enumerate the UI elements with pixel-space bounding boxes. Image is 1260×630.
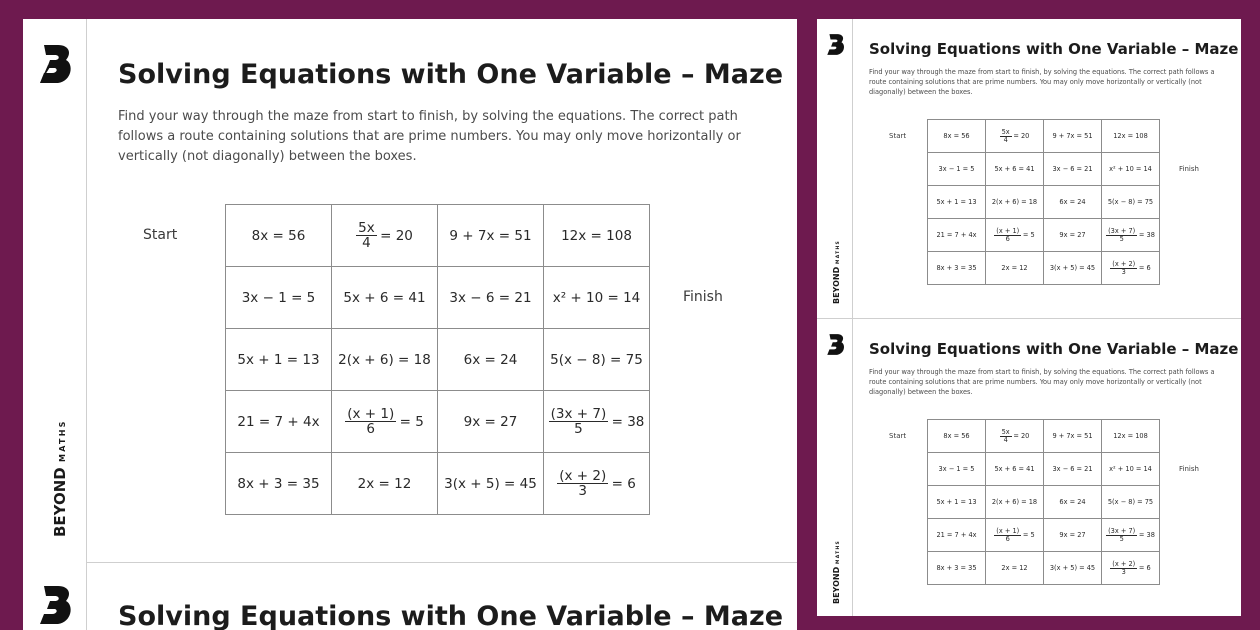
equation-rhs: = 20 (1013, 132, 1030, 140)
finish-label: Finish (1179, 164, 1199, 173)
maze-cell-r5c4 (1101, 551, 1160, 585)
maze-cell-r3c4 (1101, 185, 1160, 219)
equation-text: 8x + 3 = 35 (936, 564, 977, 572)
fraction-denominator: 5 (574, 421, 583, 437)
maze-cell-r4c2 (985, 518, 1044, 552)
maze-cell-r3c1 (927, 185, 986, 219)
worksheet-preview-thumbnail (817, 19, 1241, 616)
equation-text: 2x = 12 (1001, 264, 1028, 272)
worksheet-preview-main (23, 19, 797, 630)
maze-cell-r4c4 (543, 390, 650, 453)
equation-rhs: = 5 (1022, 531, 1035, 539)
beyond-logo-icon (826, 333, 846, 357)
start-label: Start (143, 227, 178, 243)
maze-cell-r1c3 (1043, 419, 1102, 453)
equation-text: 5(x − 8) = 75 (1107, 498, 1154, 506)
maze-cell-r4c1 (225, 390, 332, 453)
finish-label: Finish (683, 289, 723, 305)
equation-text: x² + 10 = 14 (1109, 465, 1152, 473)
fraction-denominator: 6 (366, 421, 375, 437)
beyond-logo-icon (38, 584, 74, 628)
equation-text: 2x = 12 (1001, 564, 1028, 572)
equation-text: 6x = 24 (1059, 498, 1086, 506)
equation-rhs: = 38 (1138, 531, 1155, 539)
maze-cell-r2c3 (1043, 452, 1102, 486)
equation-text: 21 = 7 + 4x (237, 413, 320, 430)
equation-text: 3x − 6 = 21 (1052, 465, 1093, 473)
maze-cell-r4c2 (331, 390, 438, 453)
fraction (356, 221, 377, 250)
fraction (345, 407, 396, 436)
maze (889, 419, 1209, 594)
beyond-logo-icon (826, 33, 846, 57)
equation-text: 2x = 12 (357, 475, 412, 492)
equation-text: 8x + 3 = 35 (936, 264, 977, 272)
fraction (994, 228, 1021, 243)
equation-rhs: = 20 (380, 227, 413, 244)
equation-text: 9x = 27 (463, 413, 518, 430)
maze-cell-r1c4 (1101, 419, 1160, 453)
page-divider (87, 562, 797, 563)
maze-cell-r3c3 (1043, 485, 1102, 519)
maze-cell-r1c4 (1101, 119, 1160, 153)
equation-text: 3x − 1 = 5 (938, 465, 975, 473)
maze-cell-r5c2 (985, 251, 1044, 285)
fraction (1106, 228, 1137, 243)
maze-cell-r4c3 (437, 390, 544, 453)
maze (889, 119, 1209, 294)
fraction-numerator: (x + 2) (1112, 259, 1136, 268)
fraction-denominator: 3 (1121, 267, 1126, 276)
maze-cell-r2c3 (437, 266, 544, 329)
maze-cell-r1c2 (985, 119, 1044, 153)
equation-text: 6x = 24 (463, 351, 518, 368)
brand-sub: MATHS (58, 419, 67, 462)
maze-cell-r1c1 (927, 119, 986, 153)
brand-name: BEYOND (832, 266, 841, 304)
brand-name: BEYOND (51, 467, 69, 537)
equation-text: 8x = 56 (251, 227, 306, 244)
maze-cell-r5c4 (543, 452, 650, 515)
fraction-denominator: 4 (362, 235, 371, 251)
maze-cell-r1c3 (1043, 119, 1102, 153)
maze-cell-r4c3 (1043, 518, 1102, 552)
maze-cell-r2c4 (1101, 452, 1160, 486)
maze-cell-r2c2 (985, 452, 1044, 486)
maze-cell-r4c1 (927, 518, 986, 552)
fraction-denominator: 3 (1121, 567, 1126, 576)
equation-text: 9 + 7x = 51 (1052, 432, 1093, 440)
equation-text: 8x = 56 (943, 432, 970, 440)
brand-sidebar (23, 19, 87, 630)
worksheet-title: Solving Equations with One Variable – Maze (869, 340, 1239, 358)
equation-text (1110, 561, 1150, 576)
equation-text (1110, 261, 1150, 276)
equation-text: 2(x + 6) = 18 (338, 351, 431, 368)
equation-text (994, 528, 1034, 543)
maze-cell-r2c1 (927, 152, 986, 186)
maze-cell-r4c3 (1043, 218, 1102, 252)
fraction-numerator: (x + 1) (996, 226, 1020, 235)
worksheet-title-repeat: Solving Equations with One Variable – Maze (118, 601, 784, 630)
maze-cell-r2c4 (1101, 152, 1160, 186)
maze-cell-r2c1 (927, 452, 986, 486)
maze-cell-r3c1 (927, 485, 986, 519)
equation-text: 8x + 3 = 35 (237, 475, 320, 492)
maze-cell-r3c3 (437, 328, 544, 391)
worksheet-title: Solving Equations with One Variable – Maze (869, 40, 1239, 58)
equation-text: x² + 10 = 14 (552, 289, 641, 306)
equation-text (549, 407, 645, 436)
maze-cell-r4c2 (985, 218, 1044, 252)
fraction-numerator: (3x + 7) (550, 405, 607, 422)
fraction (994, 528, 1021, 543)
maze-cell-r2c1 (225, 266, 332, 329)
fraction (549, 407, 609, 436)
equation-rhs: = 6 (1138, 264, 1151, 272)
equation-text: 3x − 6 = 21 (1052, 165, 1093, 173)
maze-cell-r2c3 (1043, 152, 1102, 186)
fraction-denominator: 5 (1119, 234, 1124, 243)
beyond-logo-icon (38, 43, 74, 87)
maze-cell-r4c4 (1101, 518, 1160, 552)
equation-rhs: = 38 (611, 413, 645, 430)
maze-cell-r2c2 (985, 152, 1044, 186)
brand-wordmark (832, 540, 841, 604)
fraction (1110, 561, 1137, 576)
fraction (1000, 429, 1012, 444)
equation-text (557, 469, 636, 498)
equation-text: 21 = 7 + 4x (936, 531, 977, 539)
maze-cell-r1c2 (985, 419, 1044, 453)
equation-text (356, 221, 413, 250)
maze-cell-r3c2 (331, 328, 438, 391)
equation-rhs: = 20 (1013, 432, 1030, 440)
equation-text: 5(x − 8) = 75 (550, 351, 643, 368)
equation-text: 9 + 7x = 51 (1052, 132, 1093, 140)
maze-cell-r5c2 (331, 452, 438, 515)
fraction-denominator: 4 (1003, 135, 1008, 144)
equation-text: 21 = 7 + 4x (936, 231, 977, 239)
equation-text: 9x = 27 (1059, 531, 1086, 539)
fraction (557, 469, 608, 498)
maze-cell-r1c4 (543, 204, 650, 267)
equation-text (1106, 528, 1155, 543)
equation-rhs: = 6 (1138, 564, 1151, 572)
worksheet-title: Solving Equations with One Variable – Maze (118, 59, 784, 90)
maze-cell-r1c2 (331, 204, 438, 267)
maze-cell-r5c1 (225, 452, 332, 515)
maze-cell-r3c1 (225, 328, 332, 391)
maze-cell-r5c1 (927, 251, 986, 285)
maze-cell-r2c2 (331, 266, 438, 329)
worksheet-instructions: Find your way through the maze from start to finish, by solving the equations. The correct path follows a route containing solutions that are prime numbers. You may only move horizontally or vertically (not diagonally) between the boxes. (869, 68, 1215, 96)
equation-text: 2(x + 6) = 18 (991, 498, 1038, 506)
fraction (1106, 528, 1137, 543)
brand-name: BEYOND (832, 566, 841, 604)
equation-rhs: = 38 (1138, 231, 1155, 239)
maze-cell-r5c3 (1043, 251, 1102, 285)
equation-text (345, 407, 424, 436)
equation-text: 8x = 56 (943, 132, 970, 140)
start-label: Start (889, 431, 907, 440)
equation-rhs: = 5 (1022, 231, 1035, 239)
equation-text: 5(x − 8) = 75 (1107, 198, 1154, 206)
fraction-numerator: 5x (1001, 427, 1010, 436)
maze-cell-r5c3 (437, 452, 544, 515)
equation-text: 6x = 24 (1059, 198, 1086, 206)
maze (143, 204, 763, 519)
fraction-numerator: (3x + 7) (1108, 526, 1136, 535)
equation-text: 3x − 1 = 5 (241, 289, 316, 306)
equation-text: 5x + 6 = 41 (343, 289, 426, 306)
fraction-denominator: 4 (1003, 435, 1008, 444)
maze-cell-r3c4 (1101, 485, 1160, 519)
equation-text: 3(x + 5) = 45 (1049, 264, 1096, 272)
equation-text: 3x − 6 = 21 (449, 289, 532, 306)
equation-text: 12x = 108 (1113, 432, 1148, 440)
equation-text: 9x = 27 (1059, 231, 1086, 239)
equation-text (1000, 429, 1030, 444)
worksheet-instructions: Find your way through the maze from start to finish, by solving the equations. The correct path follows a route containing solutions that are prime numbers. You may only move horizontally or vertically (not diagonally) between the boxes. (118, 109, 741, 164)
equation-text: 12x = 108 (1113, 132, 1148, 140)
equation-text: 5x + 6 = 41 (994, 465, 1035, 473)
brand-wordmark (832, 240, 841, 304)
maze-cell-r3c4 (543, 328, 650, 391)
maze-cell-r4c1 (927, 218, 986, 252)
worksheet-instructions: Find your way through the maze from start to finish, by solving the equations. The correct path follows a route containing solutions that are prime numbers. You may only move horizontally or vertically (not diagonally) between the boxes. (869, 368, 1215, 396)
maze-cell-r1c1 (225, 204, 332, 267)
equation-text: 5x + 1 = 13 (237, 351, 320, 368)
fraction-numerator: (x + 1) (996, 526, 1020, 535)
equation-text: 3x − 1 = 5 (938, 165, 975, 173)
fraction-denominator: 3 (578, 483, 587, 499)
maze-cell-r5c4 (1101, 251, 1160, 285)
equation-rhs: = 6 (611, 475, 636, 492)
equation-text: 5x + 1 = 13 (936, 498, 977, 506)
maze-cell-r3c2 (985, 485, 1044, 519)
equation-text: 5x + 1 = 13 (936, 198, 977, 206)
page-divider (817, 318, 1241, 319)
brand-sub: MATHS (836, 239, 841, 264)
equation-text: 2(x + 6) = 18 (991, 198, 1038, 206)
fraction-numerator: (x + 1) (347, 405, 395, 422)
equation-text: x² + 10 = 14 (1109, 165, 1152, 173)
brand-sub: MATHS (836, 539, 841, 564)
fraction (1000, 129, 1012, 144)
equation-rhs: = 5 (399, 413, 424, 430)
maze-cell-r2c4 (543, 266, 650, 329)
fraction-denominator: 6 (1005, 534, 1010, 543)
maze-cell-r5c3 (1043, 551, 1102, 585)
equation-text: 3(x + 5) = 45 (444, 475, 537, 492)
maze-cell-r3c2 (985, 185, 1044, 219)
fraction-numerator: (x + 2) (1112, 559, 1136, 568)
fraction-denominator: 5 (1119, 534, 1124, 543)
brand-wordmark (51, 419, 69, 537)
maze-cell-r4c4 (1101, 218, 1160, 252)
fraction-denominator: 6 (1005, 234, 1010, 243)
equation-text: 9 + 7x = 51 (449, 227, 532, 244)
fraction-numerator: (x + 2) (559, 467, 607, 484)
maze-cell-r1c3 (437, 204, 544, 267)
maze-cell-r3c3 (1043, 185, 1102, 219)
fraction-numerator: 5x (1001, 127, 1010, 136)
equation-text (1106, 228, 1155, 243)
maze-cell-r1c1 (927, 419, 986, 453)
equation-text: 3(x + 5) = 45 (1049, 564, 1096, 572)
equation-text: 12x = 108 (561, 227, 632, 244)
equation-text (1000, 129, 1030, 144)
maze-cell-r5c1 (927, 551, 986, 585)
equation-text: 5x + 6 = 41 (994, 165, 1035, 173)
fraction-numerator: 5x (358, 219, 375, 236)
equation-text (994, 228, 1034, 243)
maze-cell-r5c2 (985, 551, 1044, 585)
fraction (1110, 261, 1137, 276)
finish-label: Finish (1179, 464, 1199, 473)
start-label: Start (889, 131, 907, 140)
fraction-numerator: (3x + 7) (1108, 226, 1136, 235)
